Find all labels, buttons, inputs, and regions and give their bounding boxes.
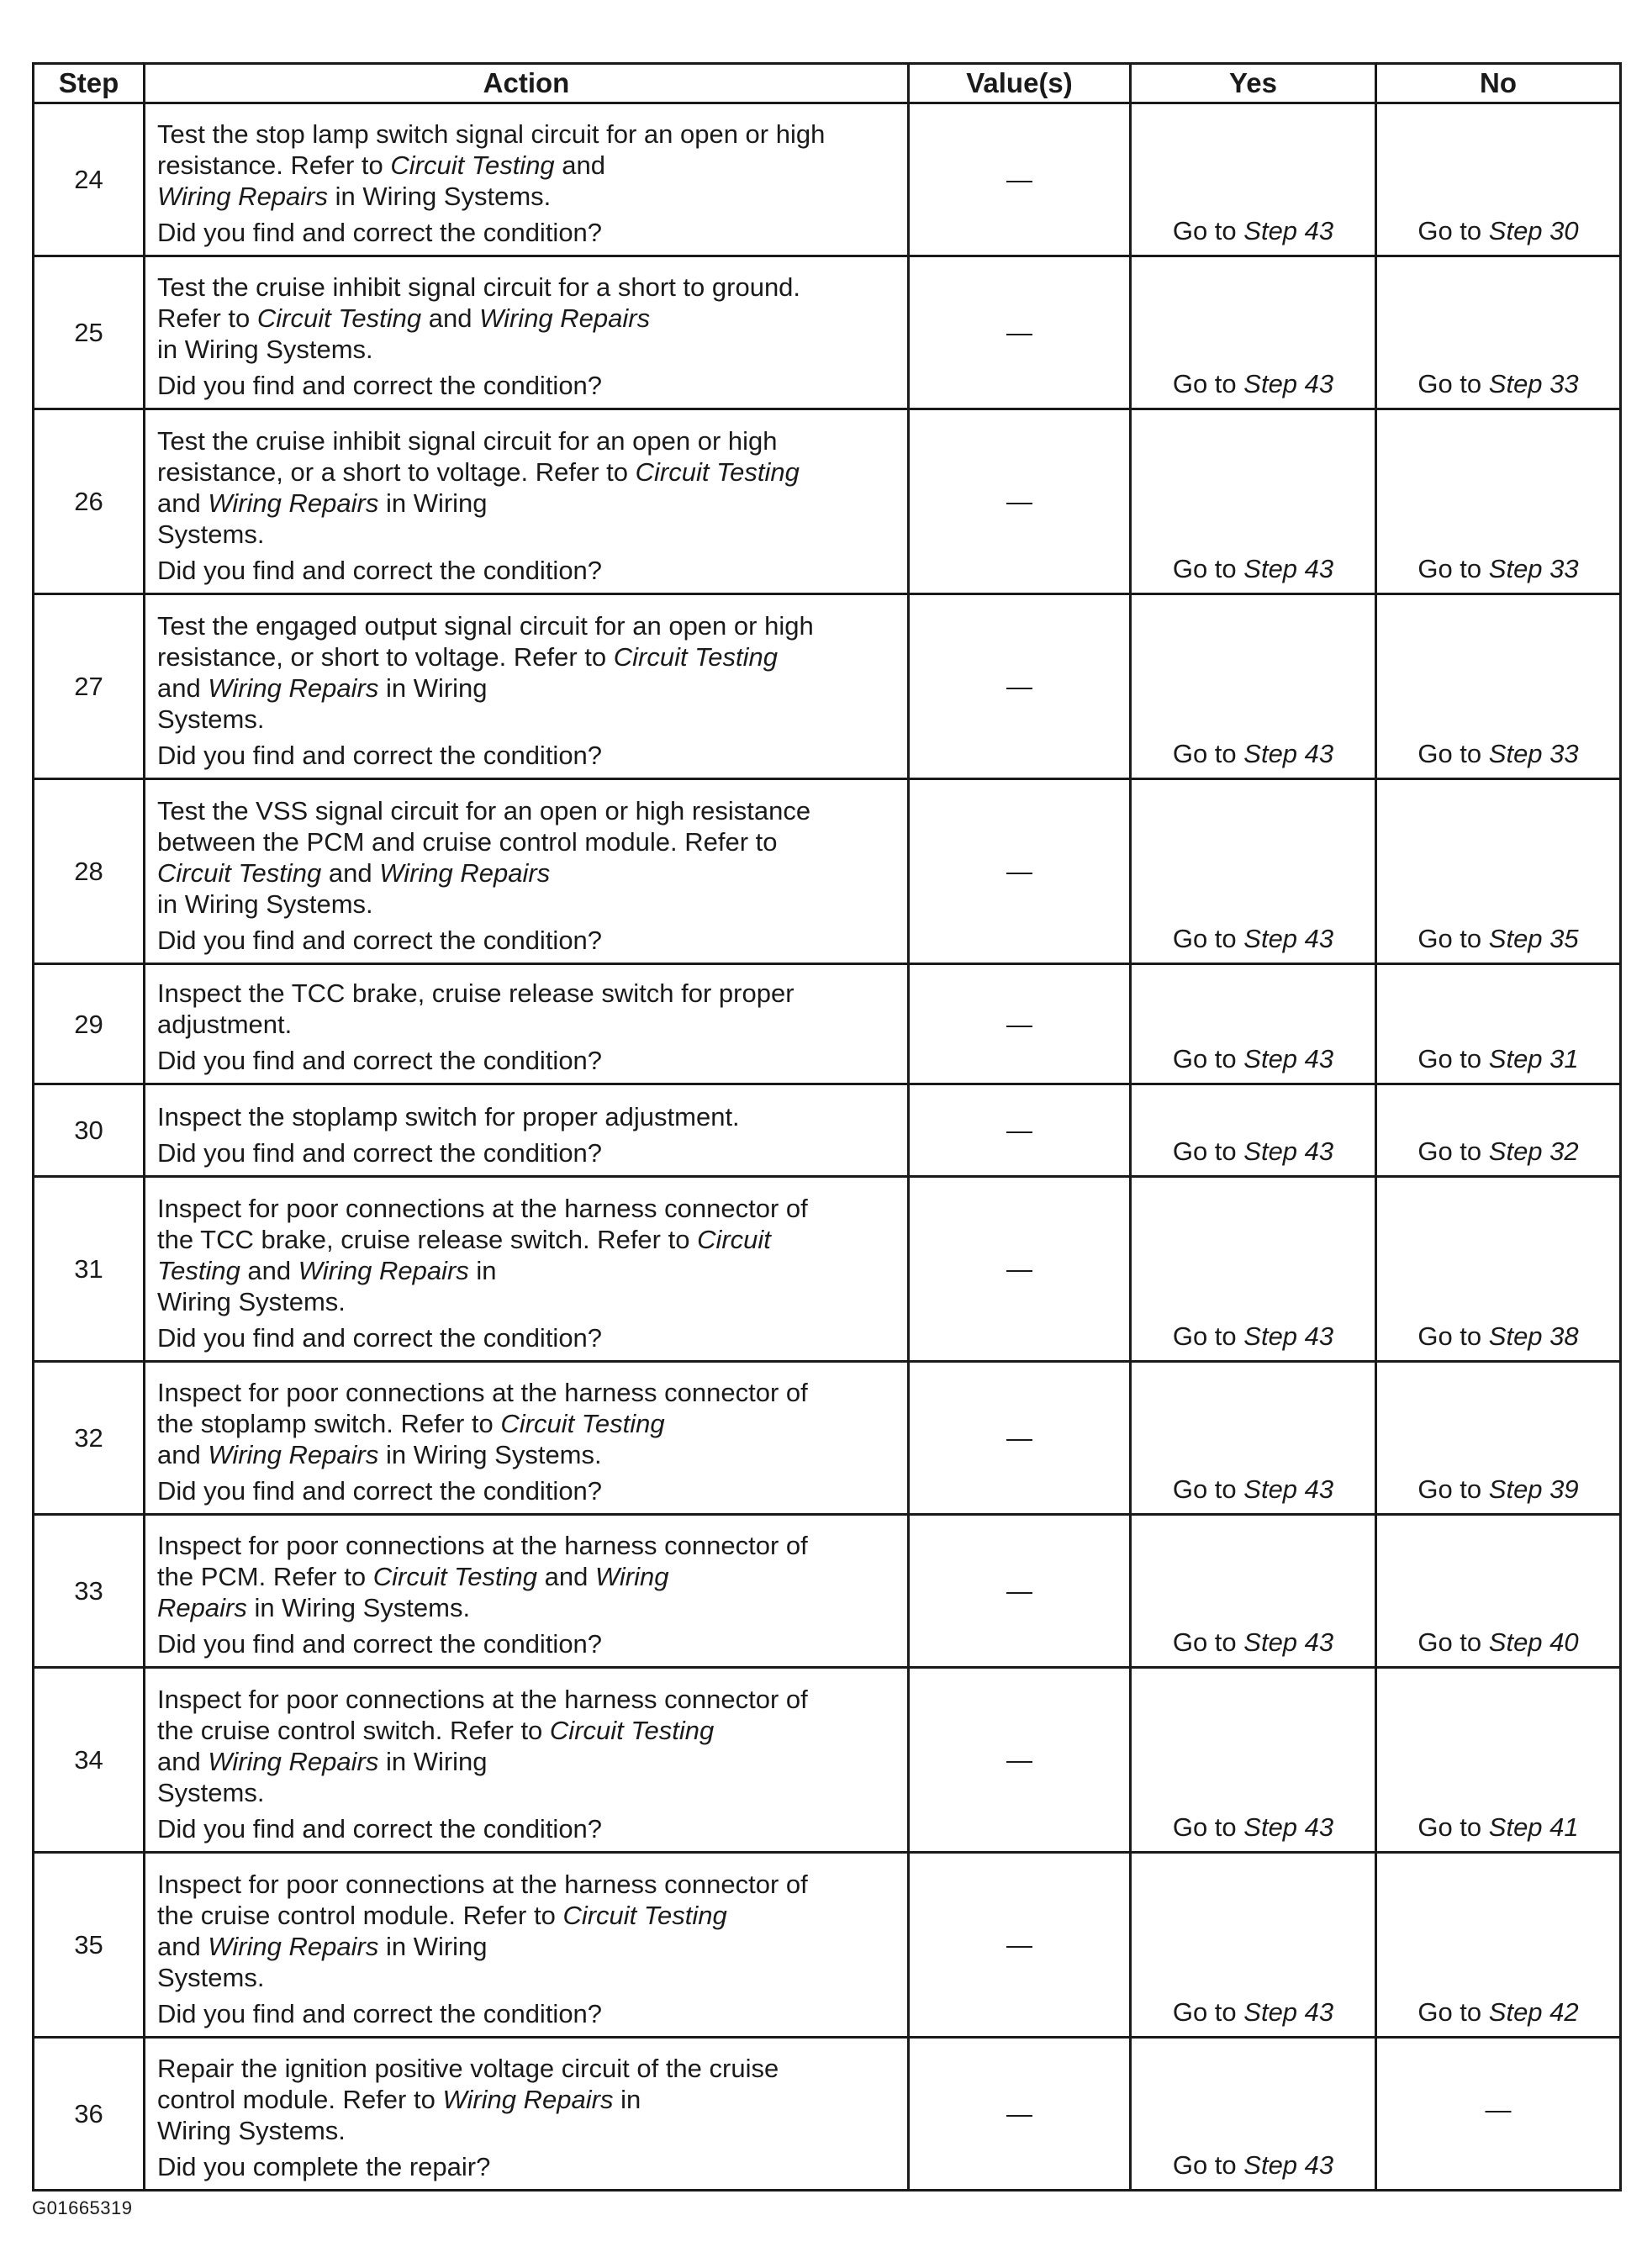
no-result xyxy=(1376,964,1621,1084)
question-text: Did you find and correct the condition? xyxy=(157,1999,603,2028)
step-reference: Step 43 xyxy=(1243,216,1334,245)
reference-text: Wiring Repairs xyxy=(208,1440,379,1469)
step-number: 25 xyxy=(34,256,145,409)
table-body xyxy=(34,103,1621,2191)
reference-text: Wiring Repairs xyxy=(208,1747,379,1776)
step-reference: Step 43 xyxy=(1243,1474,1334,1504)
value-cell: — xyxy=(909,1853,1131,2038)
action-cell xyxy=(145,103,909,256)
action-cell xyxy=(145,1853,909,2038)
step-reference: Step 43 xyxy=(1243,2150,1334,2180)
no-result xyxy=(1376,594,1621,779)
reference-text: Circuit Testing xyxy=(390,150,555,180)
go-to-label: Go to xyxy=(1172,1474,1244,1504)
action-text-segment: Test the cruise inhibit signal circuit for an open or high xyxy=(157,426,778,456)
header-step: Step xyxy=(34,64,145,103)
step-number: 27 xyxy=(34,594,145,779)
value-cell: — xyxy=(909,964,1131,1084)
value-cell: — xyxy=(909,594,1131,779)
step-number: 29 xyxy=(34,964,145,1084)
step-number: 33 xyxy=(34,1515,145,1668)
value-cell: — xyxy=(909,1177,1131,1362)
action-text-segment: control module. Refer to xyxy=(157,2085,443,2114)
go-to-label: Go to xyxy=(1417,1137,1489,1166)
yes-result xyxy=(1131,1084,1376,1177)
question-text: Did you find and correct the condition? xyxy=(157,926,603,955)
no-result xyxy=(1376,1853,1621,2038)
action-cell xyxy=(145,1668,909,1853)
table-row xyxy=(34,1177,1621,1362)
step-reference: Step 43 xyxy=(1243,924,1334,953)
reference-text: Circuit Testing xyxy=(549,1716,715,1745)
go-to-label: Go to xyxy=(1172,554,1244,583)
action-text-segment: in Wiring xyxy=(378,1932,488,1961)
go-to-label: Go to xyxy=(1172,739,1244,768)
action-text-segment: Test the engaged output signal circuit for an open or high xyxy=(157,611,814,641)
step-reference: Step 43 xyxy=(1243,1137,1334,1166)
table-row xyxy=(34,594,1621,779)
step-number: 26 xyxy=(34,409,145,594)
yes-result xyxy=(1131,1177,1376,1362)
reference-text: Wiring Repairs xyxy=(479,303,651,333)
table-row xyxy=(34,2038,1621,2191)
yes-result xyxy=(1131,1515,1376,1668)
value-cell: — xyxy=(909,1362,1131,1515)
table-row xyxy=(34,964,1621,1084)
reference-text: Wiring xyxy=(594,1562,669,1591)
action-text-segment: and xyxy=(240,1256,298,1285)
action-text-segment: and xyxy=(157,1932,209,1961)
reference-text: Wiring Repairs xyxy=(157,182,328,211)
action-text xyxy=(157,119,899,212)
action-text-segment: Inspect for poor connections at the harness connector of xyxy=(157,1194,808,1223)
no-result xyxy=(1376,1362,1621,1515)
action-text-segment: the TCC brake, cruise release switch. Refer to xyxy=(157,1225,698,1254)
go-to-label: Go to xyxy=(1417,1044,1489,1073)
reference-text: Wiring Repairs xyxy=(208,1932,379,1961)
table-row xyxy=(34,103,1621,256)
step-reference: Step 43 xyxy=(1243,739,1334,768)
reference-text: Wiring Repairs xyxy=(298,1256,469,1285)
action-text-segment: and xyxy=(157,1747,209,1776)
no-result xyxy=(1376,779,1621,964)
no-result: — xyxy=(1376,2038,1621,2191)
step-number: 28 xyxy=(34,779,145,964)
action-text-segment: adjustment. xyxy=(157,1010,293,1039)
action-cell xyxy=(145,1362,909,1515)
go-to-label: Go to xyxy=(1172,2150,1244,2180)
no-result xyxy=(1376,1177,1621,1362)
action-text-segment: in Wiring Systems. xyxy=(157,889,373,919)
action-text-segment: the cruise control module. Refer to xyxy=(157,1901,563,1930)
header-yes: Yes xyxy=(1131,64,1376,103)
value-cell: — xyxy=(909,409,1131,594)
go-to-label: Go to xyxy=(1172,1321,1244,1351)
step-reference: Step 33 xyxy=(1488,369,1579,398)
step-reference: Step 30 xyxy=(1488,216,1579,245)
header-values: Value(s) xyxy=(909,64,1131,103)
go-to-label: Go to xyxy=(1417,1627,1489,1657)
reference-text: Wiring Repairs xyxy=(208,488,379,518)
action-text-segment: in Wiring Systems. xyxy=(378,1440,602,1469)
action-text-segment: the stoplamp switch. Refer to xyxy=(157,1409,501,1438)
action-text-segment: in Wiring xyxy=(378,673,488,703)
step-number: 32 xyxy=(34,1362,145,1515)
action-text xyxy=(157,1101,899,1132)
action-text-segment: Repair the ignition positive voltage circuit of the cruise xyxy=(157,2054,779,2083)
value-cell: — xyxy=(909,779,1131,964)
go-to-label: Go to xyxy=(1417,1812,1489,1842)
action-text-segment: in Wiring xyxy=(378,488,488,518)
header-row xyxy=(34,64,1621,103)
action-text-segment: Wiring Systems. xyxy=(157,1287,346,1316)
action-text-segment: in Wiring xyxy=(378,1747,488,1776)
yes-result xyxy=(1131,2038,1376,2191)
yes-result xyxy=(1131,256,1376,409)
go-to-label: Go to xyxy=(1172,1044,1244,1073)
question-text: Did you find and correct the condition? xyxy=(157,1476,603,1506)
step-number: 30 xyxy=(34,1084,145,1177)
header-no: No xyxy=(1376,64,1621,103)
go-to-label: Go to xyxy=(1417,1321,1489,1351)
table-row xyxy=(34,779,1621,964)
step-reference: Step 41 xyxy=(1488,1812,1579,1842)
reference-text: Circuit Testing xyxy=(500,1409,665,1438)
action-text-segment: and xyxy=(157,488,209,518)
go-to-label: Go to xyxy=(1417,739,1489,768)
no-result xyxy=(1376,1515,1621,1668)
step-reference: Step 43 xyxy=(1243,1812,1334,1842)
go-to-label: Go to xyxy=(1172,1812,1244,1842)
yes-result xyxy=(1131,779,1376,964)
go-to-label: Go to xyxy=(1417,1474,1489,1504)
no-result xyxy=(1376,1084,1621,1177)
step-reference: Step 33 xyxy=(1488,554,1579,583)
action-cell xyxy=(145,256,909,409)
action-text xyxy=(157,610,899,735)
step-reference: Step 38 xyxy=(1488,1321,1579,1351)
step-reference: Step 31 xyxy=(1488,1044,1579,1073)
action-text-segment: and xyxy=(321,858,380,888)
question-text: Did you find and correct the condition? xyxy=(157,1138,603,1168)
action-cell xyxy=(145,1177,909,1362)
table-row xyxy=(34,256,1621,409)
action-text-segment: Systems. xyxy=(157,1778,265,1807)
action-text-segment: between the PCM and cruise control module. Refer to xyxy=(157,827,778,857)
reference-text: Circuit Testing xyxy=(256,303,422,333)
action-text xyxy=(157,425,899,550)
action-text-segment: Test the stop lamp switch signal circuit for an open or high xyxy=(157,119,826,149)
no-result xyxy=(1376,1668,1621,1853)
step-number: 24 xyxy=(34,103,145,256)
table-row xyxy=(34,1362,1621,1515)
action-text xyxy=(157,978,899,1040)
question-text: Did you find and correct the condition? xyxy=(157,1046,603,1075)
go-to-label: Go to xyxy=(1417,216,1489,245)
yes-result xyxy=(1131,409,1376,594)
action-text-segment: Wiring Systems. xyxy=(157,2116,346,2145)
action-text-segment: in xyxy=(613,2085,641,2114)
action-text-segment: and xyxy=(536,1562,595,1591)
go-to-label: Go to xyxy=(1417,924,1489,953)
action-cell xyxy=(145,964,909,1084)
question-text: Did you find and correct the condition? xyxy=(157,741,603,770)
question-text: Did you find and correct the condition? xyxy=(157,556,603,585)
action-cell xyxy=(145,594,909,779)
reference-text: Circuit Testing xyxy=(562,1901,727,1930)
action-text xyxy=(157,2053,899,2146)
table-row xyxy=(34,1515,1621,1668)
table-row xyxy=(34,409,1621,594)
step-reference: Step 43 xyxy=(1243,1997,1334,2027)
no-result xyxy=(1376,256,1621,409)
reference-text: Circuit Testing xyxy=(157,858,322,888)
value-cell: — xyxy=(909,1084,1131,1177)
action-text-segment: Systems. xyxy=(157,1963,265,1992)
step-reference: Step 40 xyxy=(1488,1627,1579,1657)
question-text: Did you find and correct the condition? xyxy=(157,1814,603,1843)
action-text-segment: and xyxy=(554,150,606,180)
step-reference: Step 39 xyxy=(1488,1474,1579,1504)
action-text-segment: in xyxy=(468,1256,497,1285)
figure-id: G01665319 xyxy=(32,2197,133,2218)
step-number: 36 xyxy=(34,2038,145,2191)
header-action: Action xyxy=(145,64,909,103)
reference-text: Wiring Repairs xyxy=(208,673,379,703)
action-text-segment: resistance, or a short to voltage. Refer to xyxy=(157,457,636,487)
yes-result xyxy=(1131,1853,1376,2038)
step-reference: Step 43 xyxy=(1243,369,1334,398)
action-text xyxy=(157,1377,899,1470)
action-text xyxy=(157,795,899,920)
step-number: 34 xyxy=(34,1668,145,1853)
value-cell: — xyxy=(909,103,1131,256)
action-text xyxy=(157,272,899,365)
yes-result xyxy=(1131,1362,1376,1515)
action-text-segment: Systems. xyxy=(157,520,265,549)
go-to-label: Go to xyxy=(1172,1137,1244,1166)
action-text xyxy=(157,1869,899,1993)
step-reference: Step 42 xyxy=(1488,1997,1579,2027)
action-text-segment: Test the cruise inhibit signal circuit for a short to ground. xyxy=(157,272,801,302)
action-text-segment: Inspect the TCC brake, cruise release switch for proper xyxy=(157,978,794,1008)
reference-text: Repairs xyxy=(157,1593,247,1622)
action-text-segment: and xyxy=(421,303,480,333)
action-text-segment: in Wiring Systems. xyxy=(157,335,373,364)
go-to-label: Go to xyxy=(1172,216,1244,245)
table-row xyxy=(34,1084,1621,1177)
step-reference: Step 32 xyxy=(1488,1137,1579,1166)
value-cell: — xyxy=(909,1515,1131,1668)
go-to-label: Go to xyxy=(1172,1997,1244,2027)
go-to-label: Go to xyxy=(1172,369,1244,398)
go-to-label: Go to xyxy=(1417,1997,1489,2027)
yes-result xyxy=(1131,103,1376,256)
action-text-segment: Inspect for poor connections at the harness connector of xyxy=(157,1531,808,1560)
step-reference: Step 43 xyxy=(1243,1044,1334,1073)
action-cell xyxy=(145,2038,909,2191)
step-reference: Step 43 xyxy=(1243,554,1334,583)
value-cell: — xyxy=(909,2038,1131,2191)
go-to-label: Go to xyxy=(1417,369,1489,398)
action-text-segment: in Wiring Systems. xyxy=(328,182,552,211)
action-text-segment: Systems. xyxy=(157,704,265,734)
action-text-segment: Refer to xyxy=(157,303,257,333)
action-cell xyxy=(145,1084,909,1177)
reference-text: Circuit Testing xyxy=(613,642,779,672)
no-result xyxy=(1376,103,1621,256)
yes-result xyxy=(1131,1668,1376,1853)
table-row xyxy=(34,1853,1621,2038)
action-text-segment: Inspect for poor connections at the harness connector of xyxy=(157,1870,808,1899)
question-text: Did you find and correct the condition? xyxy=(157,1629,603,1659)
question-text: Did you find and correct the condition? xyxy=(157,371,603,400)
action-text xyxy=(157,1684,899,1808)
reference-text: Circuit Testing xyxy=(372,1562,537,1591)
action-text-segment: Test the VSS signal circuit for an open or high resistance xyxy=(157,796,811,825)
action-text-segment: and xyxy=(157,1440,209,1469)
action-text-segment: Inspect for poor connections at the harness connector of xyxy=(157,1685,808,1714)
action-text-segment: Inspect the stoplamp switch for proper adjustment. xyxy=(157,1102,740,1131)
step-reference: Step 43 xyxy=(1243,1627,1334,1657)
action-text-segment: and xyxy=(157,673,209,703)
action-text-segment: resistance. Refer to xyxy=(157,150,391,180)
action-text xyxy=(157,1530,899,1623)
question-text: Did you find and correct the condition? xyxy=(157,1323,603,1353)
value-cell: — xyxy=(909,256,1131,409)
step-number: 35 xyxy=(34,1853,145,2038)
reference-text: Circuit Testing xyxy=(635,457,800,487)
reference-text: Circuit xyxy=(697,1225,771,1254)
action-text-segment: the PCM. Refer to xyxy=(157,1562,373,1591)
question-text: Did you find and correct the condition? xyxy=(157,218,603,247)
action-cell xyxy=(145,409,909,594)
step-number: 31 xyxy=(34,1177,145,1362)
action-text-segment: in Wiring Systems. xyxy=(246,1593,471,1622)
action-text-segment: resistance, or short to voltage. Refer to xyxy=(157,642,614,672)
action-text-segment: the cruise control switch. Refer to xyxy=(157,1716,550,1745)
step-reference: Step 33 xyxy=(1488,739,1579,768)
no-result xyxy=(1376,409,1621,594)
question-text: Did you complete the repair? xyxy=(157,2152,491,2181)
table-row xyxy=(34,1668,1621,1853)
action-text xyxy=(157,1193,899,1317)
action-cell xyxy=(145,779,909,964)
reference-text: Wiring Repairs xyxy=(379,858,551,888)
step-reference: Step 35 xyxy=(1488,924,1579,953)
action-text-segment: Inspect for poor connections at the harness connector of xyxy=(157,1378,808,1407)
action-cell xyxy=(145,1515,909,1668)
value-cell: — xyxy=(909,1668,1131,1853)
go-to-label: Go to xyxy=(1172,1627,1244,1657)
step-reference: Step 43 xyxy=(1243,1321,1334,1351)
diagnostic-table xyxy=(32,62,1622,2192)
go-to-label: Go to xyxy=(1172,924,1244,953)
yes-result xyxy=(1131,594,1376,779)
yes-result xyxy=(1131,964,1376,1084)
reference-text: Wiring Repairs xyxy=(442,2085,614,2114)
go-to-label: Go to xyxy=(1417,554,1489,583)
reference-text: Testing xyxy=(157,1256,240,1285)
